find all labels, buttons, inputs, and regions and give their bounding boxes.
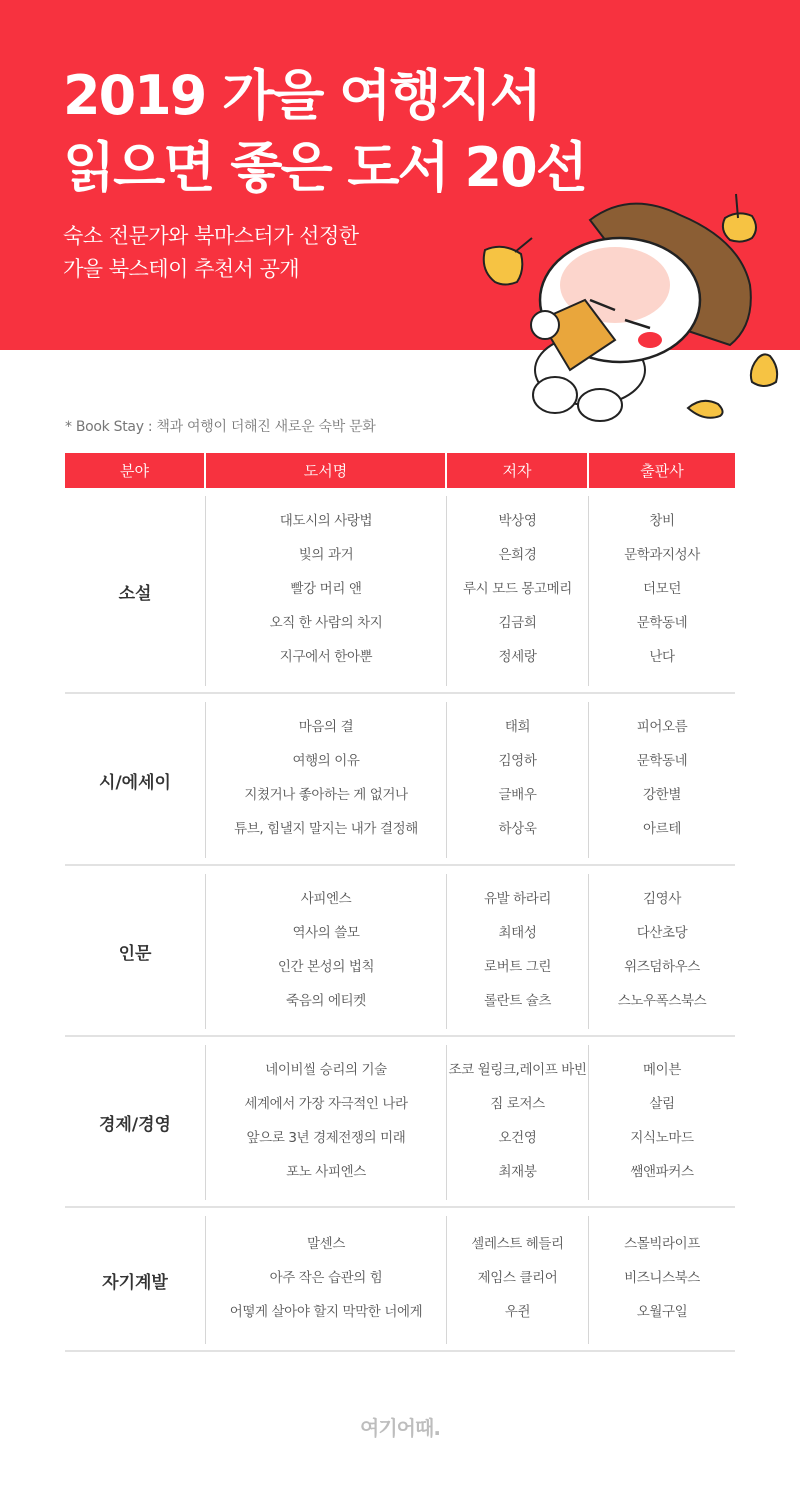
book-author: 짐 로저스 xyxy=(490,1096,545,1112)
column-header-category: 분야 xyxy=(65,453,204,488)
book-title: 말센스 xyxy=(307,1236,345,1252)
publishers-column xyxy=(589,504,735,674)
book-title: 대도시의 사랑법 xyxy=(279,513,373,529)
book-author: 조코 윌링크,레이프 바빈 xyxy=(448,1062,587,1078)
title-line-2: 읽으면 좋은 도서 20선 xyxy=(63,136,586,199)
column-header-author: 저자 xyxy=(447,453,587,488)
book-title: 앞으로 3년 경제전쟁의 미래 xyxy=(246,1130,406,1146)
book-publisher: 피어오름 xyxy=(636,719,688,735)
book-author: 글배우 xyxy=(498,787,537,803)
book-title: 지쳤거나 좋아하는 게 없거나 xyxy=(244,787,408,803)
book-publisher: 오월구일 xyxy=(636,1304,688,1320)
book-title: 튜브, 힘낼지 말지는 내가 결정해 xyxy=(234,821,418,837)
book-publisher: 비즈니스북스 xyxy=(624,1270,700,1286)
authors-column xyxy=(447,710,588,846)
book-stay-footnote: * Book Stay : 책과 여행이 더해진 새로운 숙박 문화 xyxy=(65,419,376,435)
table-section xyxy=(65,866,735,1037)
book-publisher: 다산초당 xyxy=(636,925,688,941)
authors-column xyxy=(447,1227,588,1329)
table-section xyxy=(65,1037,735,1208)
book-author: 우쥔 xyxy=(504,1304,531,1320)
book-publisher: 문학과지성사 xyxy=(624,547,700,563)
book-author: 제임스 클리어 xyxy=(477,1270,558,1286)
page-subtitle xyxy=(63,220,359,286)
book-title: 역사의 쓸모 xyxy=(292,925,360,941)
category-label: 인문 xyxy=(118,944,152,964)
books-column xyxy=(206,504,446,674)
book-author: 로버트 그린 xyxy=(483,959,552,975)
book-author: 셀레스트 헤들리 xyxy=(471,1236,564,1252)
book-author: 유발 하라리 xyxy=(483,891,552,907)
book-title: 아주 작은 습관의 힘 xyxy=(269,1270,383,1286)
book-title: 사피엔스 xyxy=(300,891,352,907)
book-publisher: 문학동네 xyxy=(636,615,688,631)
column-header-title: 도서명 xyxy=(206,453,445,488)
book-title: 어떻게 살아야 할지 막막한 너에게 xyxy=(229,1304,423,1320)
book-publisher: 메이븐 xyxy=(643,1062,681,1078)
book-author: 최태성 xyxy=(498,925,537,941)
book-publisher: 지식노마드 xyxy=(630,1130,694,1146)
books-column xyxy=(206,1227,446,1329)
book-publisher: 스노우폭스북스 xyxy=(617,993,707,1009)
category-label: 경제/경영 xyxy=(99,1115,171,1135)
book-publisher: 살림 xyxy=(649,1096,675,1112)
book-publisher: 김영사 xyxy=(643,891,681,907)
book-publisher: 창비 xyxy=(649,513,675,529)
table-header xyxy=(65,453,735,488)
books-column xyxy=(206,710,446,846)
publishers-column xyxy=(589,1227,735,1329)
book-title: 포노 사피엔스 xyxy=(286,1164,366,1180)
book-title: 오직 한 사람의 차지 xyxy=(269,615,383,631)
category-label: 자기계발 xyxy=(102,1272,168,1293)
book-publisher: 아르테 xyxy=(643,821,681,837)
book-title: 지구에서 한아뿐 xyxy=(279,649,373,665)
table-section xyxy=(65,1208,735,1352)
subtitle-line-2: 가을 북스테이 추천서 공개 xyxy=(63,257,300,281)
book-title: 인간 본성의 법칙 xyxy=(277,959,375,975)
book-author: 오건영 xyxy=(498,1130,537,1146)
book-title: 네이비씰 승리의 기술 xyxy=(265,1062,387,1078)
book-author: 최재붕 xyxy=(498,1164,537,1180)
book-title: 마음의 결 xyxy=(298,719,354,735)
table-section xyxy=(65,694,735,866)
table-section xyxy=(65,488,735,694)
book-author: 은희경 xyxy=(498,547,537,563)
authors-column xyxy=(447,1053,588,1189)
publishers-column xyxy=(589,710,735,846)
publishers-column xyxy=(589,882,735,1018)
book-publisher: 더모던 xyxy=(643,581,681,597)
column-header-publisher: 출판사 xyxy=(589,453,735,488)
book-author: 김영하 xyxy=(498,753,537,769)
book-title: 세계에서 가장 자극적인 나라 xyxy=(244,1096,408,1112)
authors-column xyxy=(447,882,588,1018)
books-column xyxy=(206,1053,446,1189)
book-author: 박상영 xyxy=(498,513,537,529)
publishers-column xyxy=(589,1053,735,1189)
section-separator xyxy=(65,1350,735,1352)
book-publisher: 위즈덤하우스 xyxy=(624,959,700,975)
yeogieottae-logo: 여기어때. xyxy=(360,1416,440,1440)
book-author: 김금희 xyxy=(498,615,537,631)
book-title: 죽음의 에티켓 xyxy=(286,993,366,1009)
book-publisher: 난다 xyxy=(649,649,675,665)
authors-column xyxy=(447,504,588,674)
book-publisher: 문학동네 xyxy=(636,753,688,769)
book-title: 빨강 머리 앤 xyxy=(290,581,362,597)
book-author: 정세랑 xyxy=(498,649,537,665)
category-label: 시/에세이 xyxy=(99,772,171,793)
title-line-1: 2019 가을 여행지서 xyxy=(63,64,540,127)
book-author: 롤란트 슐츠 xyxy=(483,993,552,1009)
book-title: 빛의 과거 xyxy=(298,547,354,563)
book-author: 태희 xyxy=(504,719,531,735)
books-column xyxy=(206,882,446,1018)
book-title: 여행의 이유 xyxy=(292,753,360,769)
book-publisher: 스몰빅라이프 xyxy=(624,1236,700,1252)
book-author: 하상욱 xyxy=(498,821,537,837)
book-author: 루시 모드 몽고메리 xyxy=(463,581,572,597)
character-reading-book-icon xyxy=(440,180,800,440)
subtitle-line-1: 숙소 전문가와 북마스터가 선정한 xyxy=(63,224,359,248)
category-label: 소설 xyxy=(118,583,152,604)
book-publisher: 쌤앤파커스 xyxy=(630,1164,694,1180)
book-publisher: 강한별 xyxy=(643,787,681,803)
